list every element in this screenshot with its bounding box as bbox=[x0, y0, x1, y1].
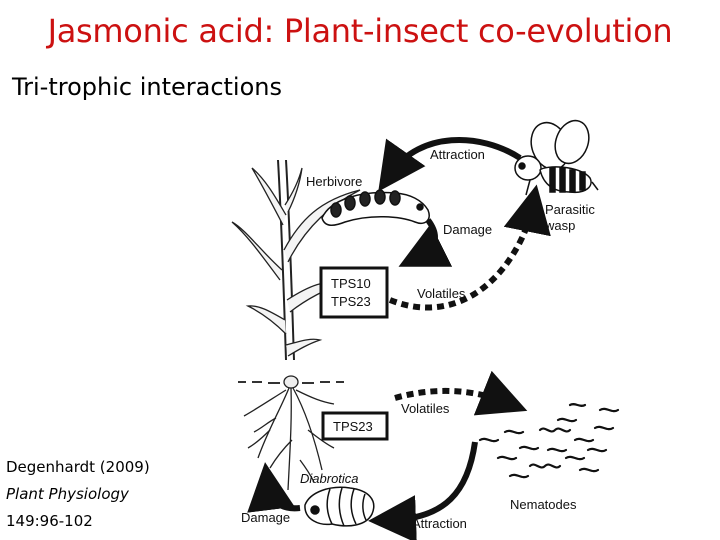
label-damage-bottom: Damage bbox=[241, 510, 291, 525]
label-tps23-bottom: TPS23 bbox=[333, 419, 373, 434]
label-wasp: wasp bbox=[545, 218, 576, 233]
label-attraction-bottom: Attraction bbox=[412, 516, 467, 531]
label-attraction-top: Attraction bbox=[430, 147, 485, 162]
attraction-arrow-bottom bbox=[392, 442, 475, 520]
damage-arrow-top bbox=[420, 220, 435, 256]
label-parasitic: Parasitic bbox=[545, 202, 595, 217]
slide-title: Jasmonic acid: Plant-insect co-evolution bbox=[47, 12, 673, 50]
label-tps23-top: TPS23 bbox=[331, 294, 371, 309]
label-volatiles-bottom: Volatiles bbox=[401, 401, 450, 416]
herbivore-caterpillar-illustration bbox=[322, 190, 429, 225]
label-diabrotica: Diabrotica bbox=[300, 471, 359, 486]
citation-journal: Plant Physiology bbox=[6, 485, 129, 503]
label-damage-top: Damage bbox=[443, 222, 493, 237]
nematodes-illustration bbox=[480, 404, 618, 477]
citation-author-year: Degenhardt (2009) bbox=[6, 458, 150, 476]
label-volatiles-top: Volatiles bbox=[417, 286, 466, 301]
label-herbivore: Herbivore bbox=[306, 174, 363, 189]
slide-subtitle: Tri-trophic interactions bbox=[12, 73, 282, 101]
parasitic-wasp-illustration bbox=[515, 116, 598, 195]
label-tps10: TPS10 bbox=[331, 276, 371, 291]
damage-arrow-bottom bbox=[268, 486, 300, 508]
diabrotica-larva-illustration bbox=[305, 487, 374, 526]
citation bbox=[6, 454, 150, 535]
label-nematodes: Nematodes bbox=[510, 497, 577, 512]
citation-pages: 149:96-102 bbox=[6, 512, 93, 530]
